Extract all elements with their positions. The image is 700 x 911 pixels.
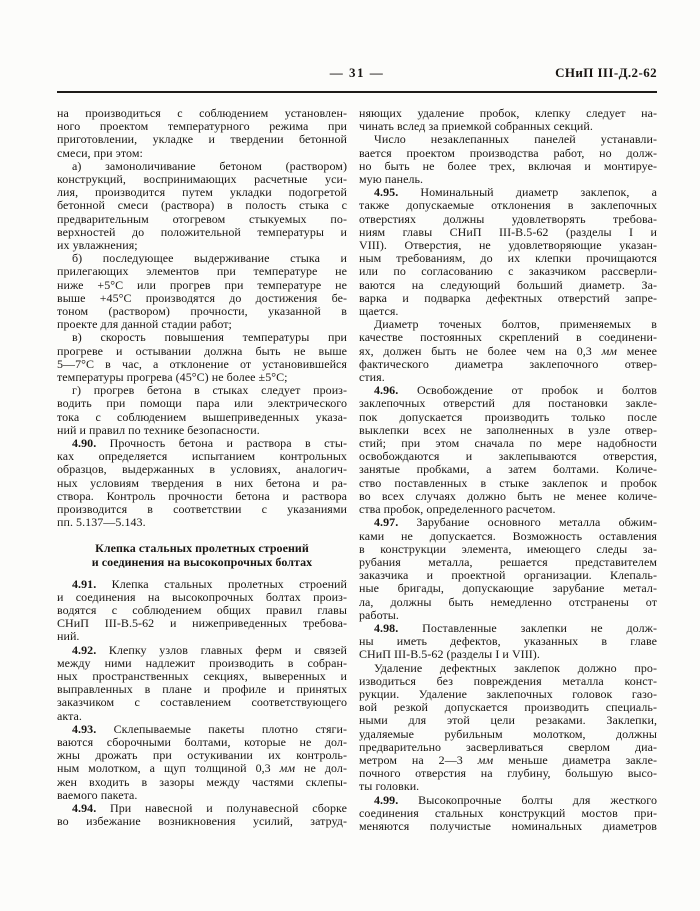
text-line: качестве постоянных скреплений в соединени- [359, 330, 657, 345]
text-line: 5—7°С в час, а отклонение от установившейся [57, 356, 347, 371]
text-line: 4.94. При навесной и полунавесной сборке [72, 800, 347, 815]
text-line: 4.91. Клепка стальных пролетных строений [72, 576, 347, 591]
text-line: и соединения на высокопрочных болтах произ- [57, 589, 347, 604]
text-line: ства пробок, определенного расчетом. [359, 502, 556, 517]
text-line: водятся с соблюдением общих правил главы [57, 602, 347, 617]
text-line: удаляемые рубильным молотком, должны [359, 726, 657, 741]
text-line: их увлажнения; [57, 238, 138, 253]
text-line: ным требованиям, до их клепки прочищаются [359, 251, 657, 266]
text-line: ниям главы СНиП III-В.5-62 (разделы I и [359, 224, 657, 239]
text-line: ваются на следующий больший диаметр. За- [359, 277, 657, 292]
text-line: пок допускается производить только после [359, 409, 657, 424]
text-line: температуры прогрева (45°С) не более ±5°С; [57, 370, 288, 385]
text-line: а) замоноличивание бетоном (раствором) [72, 158, 347, 173]
text-line: ного проектом температурного режима при [57, 119, 347, 134]
page-content [57, 107, 657, 833]
header-rule [57, 91, 657, 93]
document-page [57, 0, 657, 833]
text-line: пп. 5.137—5.143. [57, 515, 146, 530]
text-line: ных условиям твердения в них бетона и ра- [57, 475, 347, 490]
text-line: 4.99. Высокопрочные болты для жесткого [374, 792, 657, 807]
text-line: также допускаемые отклонения в заклепочных [359, 198, 657, 213]
left-column [57, 107, 347, 833]
text-line: ваются сборочными болтами, которые не дол- [57, 734, 347, 749]
text-line: ным молотком, а щуп толщиной 0,3 мм не дол- [57, 761, 347, 776]
text-line: щается. [359, 304, 399, 319]
text-line: жен входить в зазоры между частями склепы- [57, 774, 347, 789]
text-line: проекте для данной стадии работ; [57, 317, 232, 332]
text-line: акта. [57, 708, 82, 723]
page-header [57, 0, 657, 83]
text-line: б) последующее выдерживание стыка и [72, 251, 347, 266]
text-line: фактического диаметра заклепочного отвер- [359, 356, 657, 371]
text-line: занятые пробками, а затем болтами. Количе- [359, 462, 657, 477]
text-line: чинать вслед за приемкой собранных секций. [359, 119, 593, 134]
text-line: створа. Контроль прочности бетона и раствора [57, 488, 347, 503]
text-line: рубания металла, решается представителем [359, 554, 657, 569]
text-line: водить при помощи пара или электрического [57, 396, 347, 411]
text-line: варка и подварка дефектных отверстий запре- [359, 290, 657, 305]
text-line: образцов, выдержанных в условиях, аналогич- [57, 462, 347, 477]
text-line: прогреве и остывании должна быть не выше [57, 343, 347, 358]
text-line: ваемого пакета. [57, 787, 138, 802]
text-line: в конструкции элемента, имеющего следы за- [359, 541, 657, 556]
document-code: СНиП III-Д.2-62 [555, 65, 657, 80]
text-line: прилегающих элементов при температуре не [57, 264, 347, 279]
text-line: 4.95. Номинальный диаметр заклепок, а [374, 185, 657, 200]
text-line: ных пространственных секциях, выверенных и [57, 668, 347, 683]
text-line: работы. [359, 607, 399, 622]
text-line: тоном (раствором) прочности, указанной в [57, 304, 347, 319]
text-line: ях, должен быть не более чем на 0,3 мм менее [359, 343, 658, 358]
text-line: метром на 2—3 мм меньше диаметра закле- [359, 752, 657, 767]
text-line: 4.92. Клепку узлов главных ферм и связей [72, 642, 347, 657]
text-line: ны иметь дефектов, указанных в главе [359, 634, 657, 649]
text-line: бетонной смеси (раствора) в полость стыка с [57, 198, 347, 213]
text-line: во всех случаях должно быть не менее количе- [359, 488, 657, 503]
text-line: лия, производится путем укладки подогретой [57, 185, 347, 200]
text-line: Диаметр точеных болтов, применяемых в [374, 317, 657, 332]
text-line: мую панель. [359, 172, 424, 187]
text-line: выклепки всех не заполненных в узле отвер- [359, 422, 657, 437]
text-line: СНиП III-В.5-62 (разделы I и VIII). [359, 647, 540, 662]
text-line: заказчиком с составлением соответствующего [57, 695, 347, 710]
text-line: смеси, при этом: [57, 145, 143, 160]
text-line: производится в соответствии с указаниями [57, 502, 347, 517]
text-line: жны дрожать при остукивании их контроль- [57, 748, 347, 763]
text-line: меняются получистые номинальных диаметров [359, 818, 657, 833]
text-line: приготовлении, укладке и твердении бетонной [57, 132, 347, 147]
right-column [359, 107, 657, 833]
text-line: предварительным отогревом стыкуемых по- [57, 211, 347, 226]
text-line: но быть не более трех, включая и монтируе- [359, 158, 657, 173]
text-line: вой резкой допускается производить специаль- [359, 700, 657, 715]
text-line: выше +45°С производятся до достижения бе- [57, 290, 347, 305]
text-line: на производиться с соблюдением установлен- [57, 106, 347, 120]
text-line: во избежание возникновения усилий, затруд- [57, 814, 347, 829]
text-line: между ними надлежит производить в собран- [57, 655, 347, 670]
text-line: стий; при этом сначала по мере надобности [359, 436, 657, 451]
text-line: освобождаются и заклепываются отверстия, [359, 449, 657, 464]
text-line: няющих удаление пробок, клепку следует на- [359, 106, 657, 120]
text-line: ные бригады, допускающие зарубание метал- [359, 581, 657, 596]
text-line: предварительно засверливаться сверлом диа- [359, 739, 657, 754]
text-line: выправленных в плане и профиле и принятых [57, 682, 347, 697]
text-line: конструкций, воспринимающих расчетные уси- [57, 172, 347, 187]
text-line: ными для этой цели резаками. Заклепки, [359, 713, 657, 728]
text-line: изводиться без повреждения металла конст- [359, 673, 657, 688]
text-line: 4.97. Зарубание основного металла обжим- [374, 515, 657, 530]
text-line: 4.96. Освобождение от пробок и болтов [374, 383, 657, 398]
text-line: заклепочных отверстий для постановки закле- [359, 396, 657, 411]
text-line: почного отверстия на глубину, большую высо- [359, 766, 657, 781]
page-number: — 31 — [329, 65, 385, 80]
text-line: в) скорость повышения температуры при [72, 330, 347, 345]
text-line: соединения стальных конструкций мостов при- [359, 805, 657, 820]
text-line: ла, должны быть немедленно отстранены от [359, 594, 657, 609]
text-line: рукции. Удаление заклепочных головок газо- [359, 686, 657, 701]
text-line: тока с соблюдением вышеприведенных указа- [57, 409, 347, 424]
text-line: вается проектом производства работ, но долж- [359, 145, 657, 160]
text-line: отверстиях должны удовлетворять требова- [359, 211, 657, 226]
text-line: Удаление дефектных заклепок должно про- [374, 660, 657, 675]
text-line: верхностей до положительной температуры и [57, 224, 347, 239]
section-heading: Клепка стальных пролетных строений и соединения на высокопрочных болтах [91, 540, 313, 569]
text-line: СНиП III-В.5-62 и нижеприведенных требова- [57, 616, 347, 631]
text-line: г) прогрев бетона в стыках следует произ- [72, 383, 347, 398]
text-line: ты головки. [359, 779, 420, 794]
text-line: ках определяется испытанием контрольных [57, 449, 347, 464]
text-line: 4.90. Прочность бетона и раствора в сты- [72, 436, 347, 451]
text-line: ками не допускается. Возможность оставления [359, 528, 657, 543]
text-line: заказчика и проектной организации. Клепаль- [359, 568, 657, 583]
text-line: ний. [57, 629, 80, 644]
text-line: VIII). Отверстия, не удовлетворяющие указан- [359, 238, 657, 253]
text-line: ниже +5°С или прогрев при температуре не [57, 277, 347, 292]
text-line: ний и правил по технике безопасности. [57, 422, 260, 437]
text-line: стия. [359, 370, 385, 385]
text-line: Число незаклепанных панелей устанавли- [374, 132, 657, 147]
text-line: ство поставленных в стыке заклепок и пробок [359, 475, 657, 490]
text-line: или по согласованию с заказчиком рассверли- [359, 264, 657, 279]
text-line: 4.93. Склепываемые пакеты плотно стяги- [72, 721, 347, 736]
text-line: 4.98. Поставленные заклепки не долж- [374, 620, 657, 635]
